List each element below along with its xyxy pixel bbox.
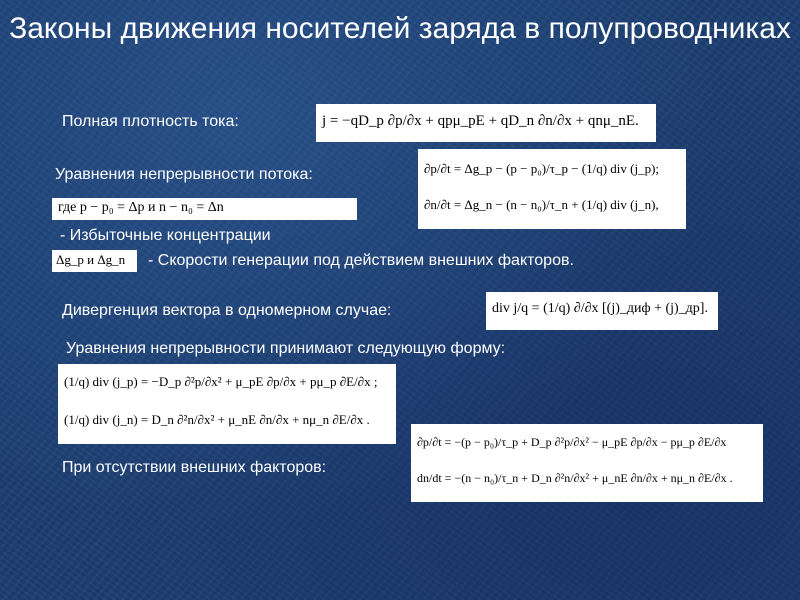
label-generation: - Скорости генерации под действием внешних факторов. — [148, 252, 574, 269]
formula-form-n: (1/q) div (j_n) = D_n ∂²n/∂x² + μ_nE ∂n/∂x + nμ_n ∂E/∂x . — [64, 412, 370, 427]
formula-text: j = −qD_p ∂p/∂x + qpμ_pE + qD_n ∂n/∂x + qnμ_nE. — [322, 113, 639, 129]
formula-form-p: (1/q) div (j_p) = −D_p ∂²p/∂x² + μ_pE ∂p/∂x + pμ_p ∂E/∂x ; — [64, 374, 378, 389]
label-continuity: Уравнения непрерывности потока: — [55, 166, 313, 183]
formula-noext-p: ∂p/∂t = −(p − p₀)/τ_p + D_p ∂²p/∂x² − μ_pE ∂p/∂x − pμ_p ∂E/∂x — [417, 435, 727, 449]
formula-continuity-p: ∂p/∂t = Δg_p − (p − p₀)/τ_p − (1/q) div (j_p); — [424, 161, 660, 176]
formula-generation-symbols — [52, 250, 137, 272]
formula-continuity — [418, 149, 686, 229]
formula-text: div j/q = (1/q) ∂/∂x [(j)_диф + (j)_др]. — [492, 301, 708, 316]
formula-where — [52, 198, 357, 220]
formula-continuity-form — [58, 364, 396, 444]
label-divergence: Дивергенция вектора в одномерном случае: — [62, 302, 392, 319]
formula-continuity-n: ∂n/∂t = Δg_n − (n − n₀)/τ_n + (1/q) div (j_n), — [424, 197, 659, 212]
formula-text: Δg_p и Δg_n — [56, 252, 126, 267]
formula-text: где p − p₀ = Δp и n − n₀ = Δn — [58, 200, 224, 215]
formula-divergence — [486, 292, 718, 330]
label-no-external: При отсутствии внешних факторов: — [62, 459, 327, 476]
formula-total-current — [316, 104, 656, 142]
slide-title: Законы движения носителей заряда в полупроводниках — [9, 12, 791, 45]
label-excess: - Избыточные концентрации — [60, 227, 271, 244]
formula-no-external — [411, 424, 763, 502]
formula-noext-n: dn/dt = −(n − n₀)/τ_n + D_n ∂²n/∂x² + μ_nE ∂n/∂x + nμ_n ∂E/∂x . — [417, 471, 733, 485]
label-total-current: Полная плотность тока: — [62, 113, 239, 130]
label-continuity-form: Уравнения непрерывности принимают следующую форму: — [66, 340, 506, 357]
